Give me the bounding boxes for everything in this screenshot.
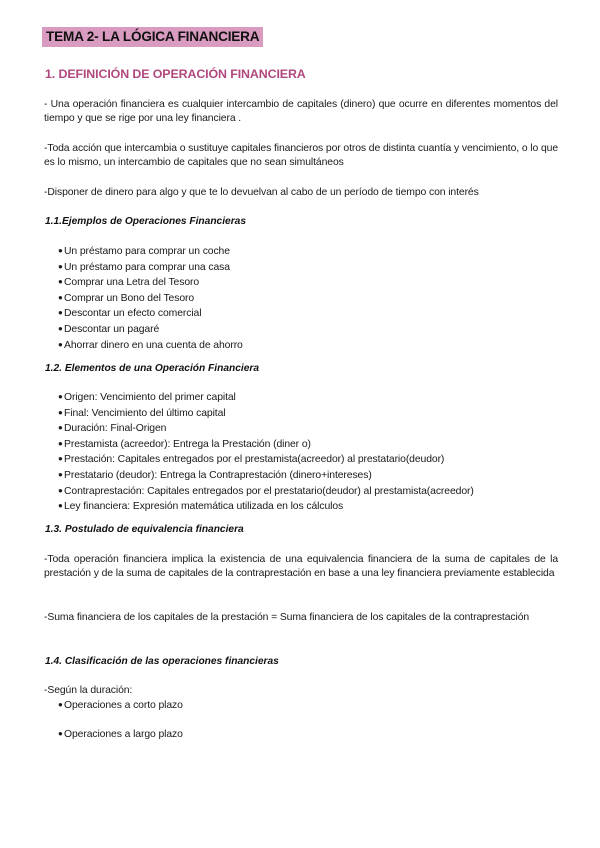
list-item: ●Un préstamo para comprar una casa <box>58 261 230 273</box>
paragraph: -Según la duración: <box>44 685 133 696</box>
list-item: ●Prestatario (deudor): Entrega la Contraprestación (dinero+intereses) <box>58 469 372 481</box>
list-item: ●Prestación: Capitales entregados por el prestamista(acreedor) al prestatario(deudor) <box>58 454 445 466</box>
list-item: ●Ley financiera: Expresión matemática utilizada en los cálculos <box>58 501 344 513</box>
list-item: ●Descontar un efecto comercial <box>58 308 202 320</box>
page-title: TEMA 2- LA LÓGICA FINANCIERA <box>42 27 263 47</box>
elements-list <box>58 390 474 515</box>
list-item: ●Un préstamo para comprar un coche <box>58 246 230 257</box>
paragraph: -Disponer de dinero para algo y que te lo devuelvan al cabo de un período de tiempo con interés <box>44 187 479 198</box>
list-item: ●Operaciones a largo plazo <box>58 729 183 740</box>
subsection-heading: 1.3. Postulado de equivalencia financiera <box>45 524 244 535</box>
subsection-heading: 1.2. Elementos de una Operación Financiera <box>45 363 260 374</box>
clasificacion-list <box>58 727 183 743</box>
paragraph: -Suma financiera de los capitales de la prestación = Suma financiera de los capitales de la contraprestación <box>44 612 530 623</box>
examples-list <box>58 244 243 353</box>
section-heading: 1. DEFINICIÓN DE OPERACIÓN FINANCIERA <box>45 67 306 81</box>
list-item: ●Comprar una Letra del Tesoro <box>58 277 200 289</box>
subsection-heading: 1.4. Clasificación de las operaciones financieras <box>45 656 279 667</box>
paragraph: - Una operación financiera es cualquier intercambio de capitales (dinero) que ocurre en diferentes momentos del tiempo y que se rige por una ley financiera . <box>44 99 558 125</box>
subsection-heading: 1.1.Ejemplos de Operaciones Financieras <box>45 216 247 227</box>
list-item: ●Final: Vencimiento del último capital <box>58 407 226 419</box>
list-item: ●Comprar un Bono del Tesoro <box>58 292 195 304</box>
list-item: ●Prestamista (acreedor): Entrega la Prestación (diner o) <box>58 438 311 450</box>
list-item: ●Duración: Final-Origen <box>58 423 167 435</box>
list-item: ●Origen: Vencimiento del primer capital <box>58 392 236 403</box>
list-item: ●Operaciones a corto plazo <box>58 700 183 711</box>
paragraph: -Toda acción que intercambia o sustituye capitales financieros por otros de distinta cuantía y vencimiento, o lo que es lo mismo, un intercambio de capitales que no sean simultáneos <box>44 143 558 169</box>
list-item: ●Ahorrar dinero en una cuenta de ahorro <box>58 339 243 351</box>
paragraph: -Toda operación financiera implica la existencia de una equivalencia financiera de la suma de capitales de la prestación y de la suma de capitales de la contraprestación en base a una ley financiera previamente establecida <box>44 554 558 580</box>
clasificacion-list <box>58 698 183 714</box>
list-item: ●Descontar un pagaré <box>58 323 160 335</box>
list-item: ●Contraprestación: Capitales entregados por el prestatario(deudor) al prestamista(acreedor) <box>58 485 474 497</box>
